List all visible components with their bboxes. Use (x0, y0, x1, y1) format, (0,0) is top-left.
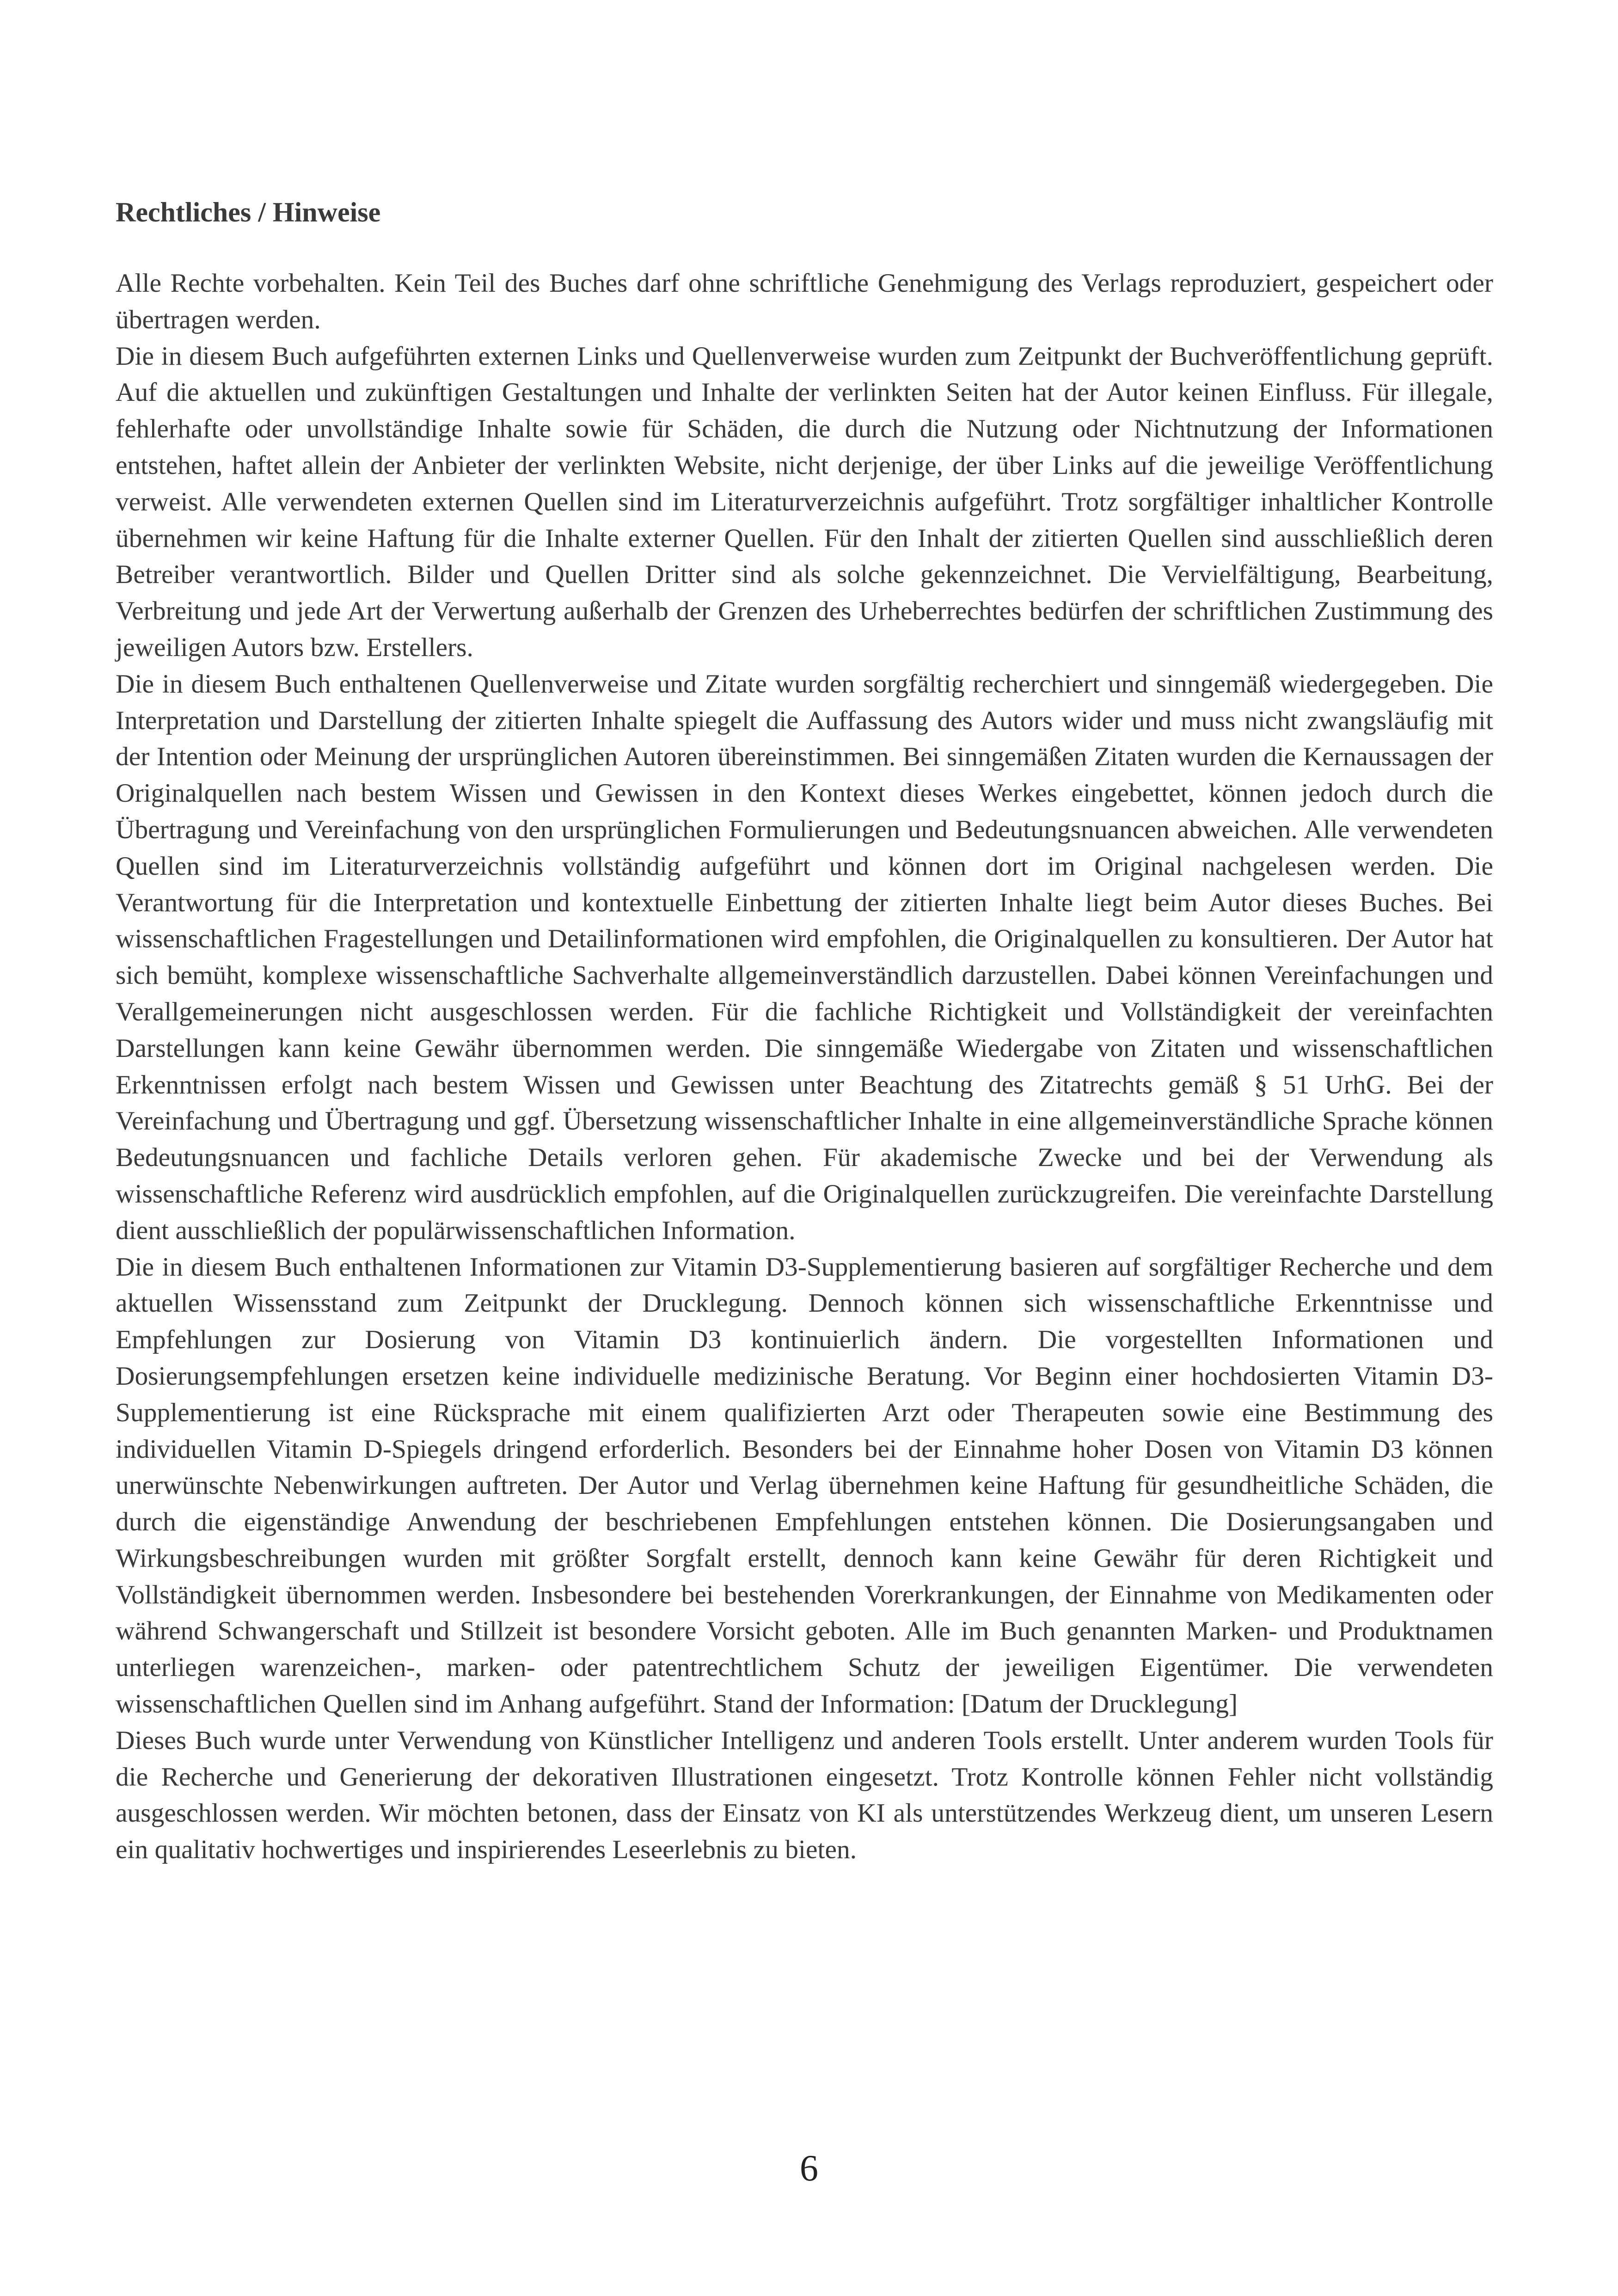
page-content (116, 194, 1493, 1868)
page-heading: Rechtliches / Hinweise (116, 197, 381, 227)
paragraph-external-links: Die in diesem Buch aufgeführten externen Links und Quellenverweise wurden zum Zeitpunkt der Buchveröffentlichung geprüft. Auf die aktuellen und zukünftigen Gestaltungen und Inhalte der verlinkten Seiten hat der Autor keinen Einfluss. Für illegale, fehlerhafte oder unvollständige Inhalte sowie für Schäden, die durch die Nutzung oder Nichtnutzung der Informationen entstehen, haftet allein der Anbieter der verlinkten Website, nicht derjenige, der über Links auf die jeweilige Veröffentlichung verweist. Alle verwendeten externen Quellen sind im Literaturverzeichnis aufgeführt. Trotz sorgfältiger inhaltlicher Kontrolle übernehmen wir keine Haftung für die Inhalte externer Quellen. Für den Inhalt der zitierten Quellen sind ausschließlich deren Betreiber verantwortlich. Bilder und Quellen Dritter sind als solche gekennzeichnet. Die Vervielfältigung, Bearbeitung, Verbreitung und jede Art der Verwertung außerhalb der Grenzen des Urheberrechtes bedürfen der schriftlichen Zustimmung des jeweiligen Autors bzw. Erstellers. (116, 341, 1493, 662)
page-number: 6 (800, 2148, 818, 2189)
paragraph-ai-notice: Dieses Buch wurde unter Verwendung von Künstlicher Intelligenz und anderen Tools erstellt. Unter anderem wurden Tools für die Recherche und Generierung der dekorativen Illustrationen eingesetzt. Trotz Kontrolle können Fehler nicht vollständig ausgeschlossen werden. Wir möchten betonen, dass der Einsatz von KI als unterstützendes Werkzeug dient, um unseren Lesern ein qualitativ hochwertiges und inspirierendes Leseerlebnis zu bieten. (116, 1725, 1493, 1865)
paragraph-rights: Alle Rechte vorbehalten. Kein Teil des Buches darf ohne schriftliche Genehmigung des Verlags reproduziert, gespeichert oder übertragen werden. (116, 269, 1493, 334)
paragraph-medical-disclaimer: Die in diesem Buch enthaltenen Informationen zur Vitamin D3-Supplementierung basieren auf sorgfältiger Recherche und dem aktuellen Wissensstand zum Zeitpunkt der Drucklegung. Dennoch können sich wissenschaftliche Erkenntnisse und Empfehlungen zur Dosierung von Vitamin D3 kontinuierlich ändern. Die vorgestellten Informationen und Dosierungsempfehlungen ersetzen keine individuelle medizinische Beratung. Vor Beginn einer hochdosierten Vitamin D3-Supplementierung ist eine Rücksprache mit einem qualifizierten Arzt oder Therapeuten sowie eine Bestimmung des individuellen Vitamin D-Spiegels dringend erforderlich. Besonders bei der Einnahme hoher Dosen von Vitamin D3 können unerwünschte Nebenwirkungen auftreten. Der Autor und Verlag übernehmen keine Haftung für gesundheitliche Schäden, die durch die eigenständige Anwendung der beschriebenen Empfehlungen entstehen können. Die Dosierungsangaben und Wirkungsbeschreibungen wurden mit größter Sorgfalt erstellt, dennoch kann keine Gewähr für deren Richtigkeit und Vollständigkeit übernommen werden. Insbesondere bei bestehenden Vorerkrankungen, der Einnahme von Medikamenten oder während Schwangerschaft und Stillzeit ist besondere Vorsicht geboten. Alle im Buch genannten Marken- und Produktnamen unterliegen warenzeichen-, marken- oder patentrechtlichem Schutz der jeweiligen Eigentümer. Die verwendeten wissenschaftlichen Quellen sind im Anhang aufgeführt. Stand der Information: [Datum der Drucklegung] (116, 1252, 1493, 1719)
paragraph-citations: Die in diesem Buch enthaltenen Quellenverweise und Zitate wurden sorgfältig recherchiert und sinngemäß wiedergegeben. Die Interpretation und Darstellung der zitierten Inhalte spiegelt die Auffassung des Autors wider und muss nicht zwangsläufig mit der Intention oder Meinung der ursprünglichen Autoren übereinstimmen. Bei sinngemäßen Zitaten wurden die Kernaussagen der Originalquellen nach bestem Wissen und Gewissen in den Kontext dieses Werkes eingebettet, können jedoch durch die Übertragung und Vereinfachung von den ursprünglichen Formulierungen und Bedeutungsnuancen abweichen. Alle verwendeten Quellen sind im Literaturverzeichnis vollständig aufgeführt und können dort im Original nachgelesen werden. Die Verantwortung für die Interpretation und kontextuelle Einbettung der zitierten Inhalte liegt beim Autor dieses Buches. Bei wissenschaftlichen Fragestellungen und Detailinformationen wird empfohlen, die Originalquellen zu konsultieren. Der Autor hat sich bemüht, komplexe wissenschaftliche Sachverhalte allgemeinverständlich darzustellen. Dabei können Vereinfachungen und Verallgemeinerungen nicht ausgeschlossen werden. Für die fachliche Richtigkeit und Vollständigkeit der vereinfachten Darstellungen kann keine Gewähr übernommen werden. Die sinngemäße Wiedergabe von Zitaten und wissenschaftlichen Erkenntnissen erfolgt nach bestem Wissen und Gewissen unter Beachtung des Zitatrechts gemäß § 51 UrhG. Bei der Vereinfachung und Übertragung und ggf. Übersetzung wissenschaftlicher Inhalte in eine allgemeinverständliche Sprache können Bedeutungsnuancen und fachliche Details verloren gehen. Für akademische Zwecke und bei der Verwendung als wissenschaftliche Referenz wird ausdrücklich empfohlen, auf die Originalquellen zurückzugreifen. Die vereinfachte Darstellung dient ausschließlich der populärwissenschaftlichen Information. (116, 669, 1493, 1245)
